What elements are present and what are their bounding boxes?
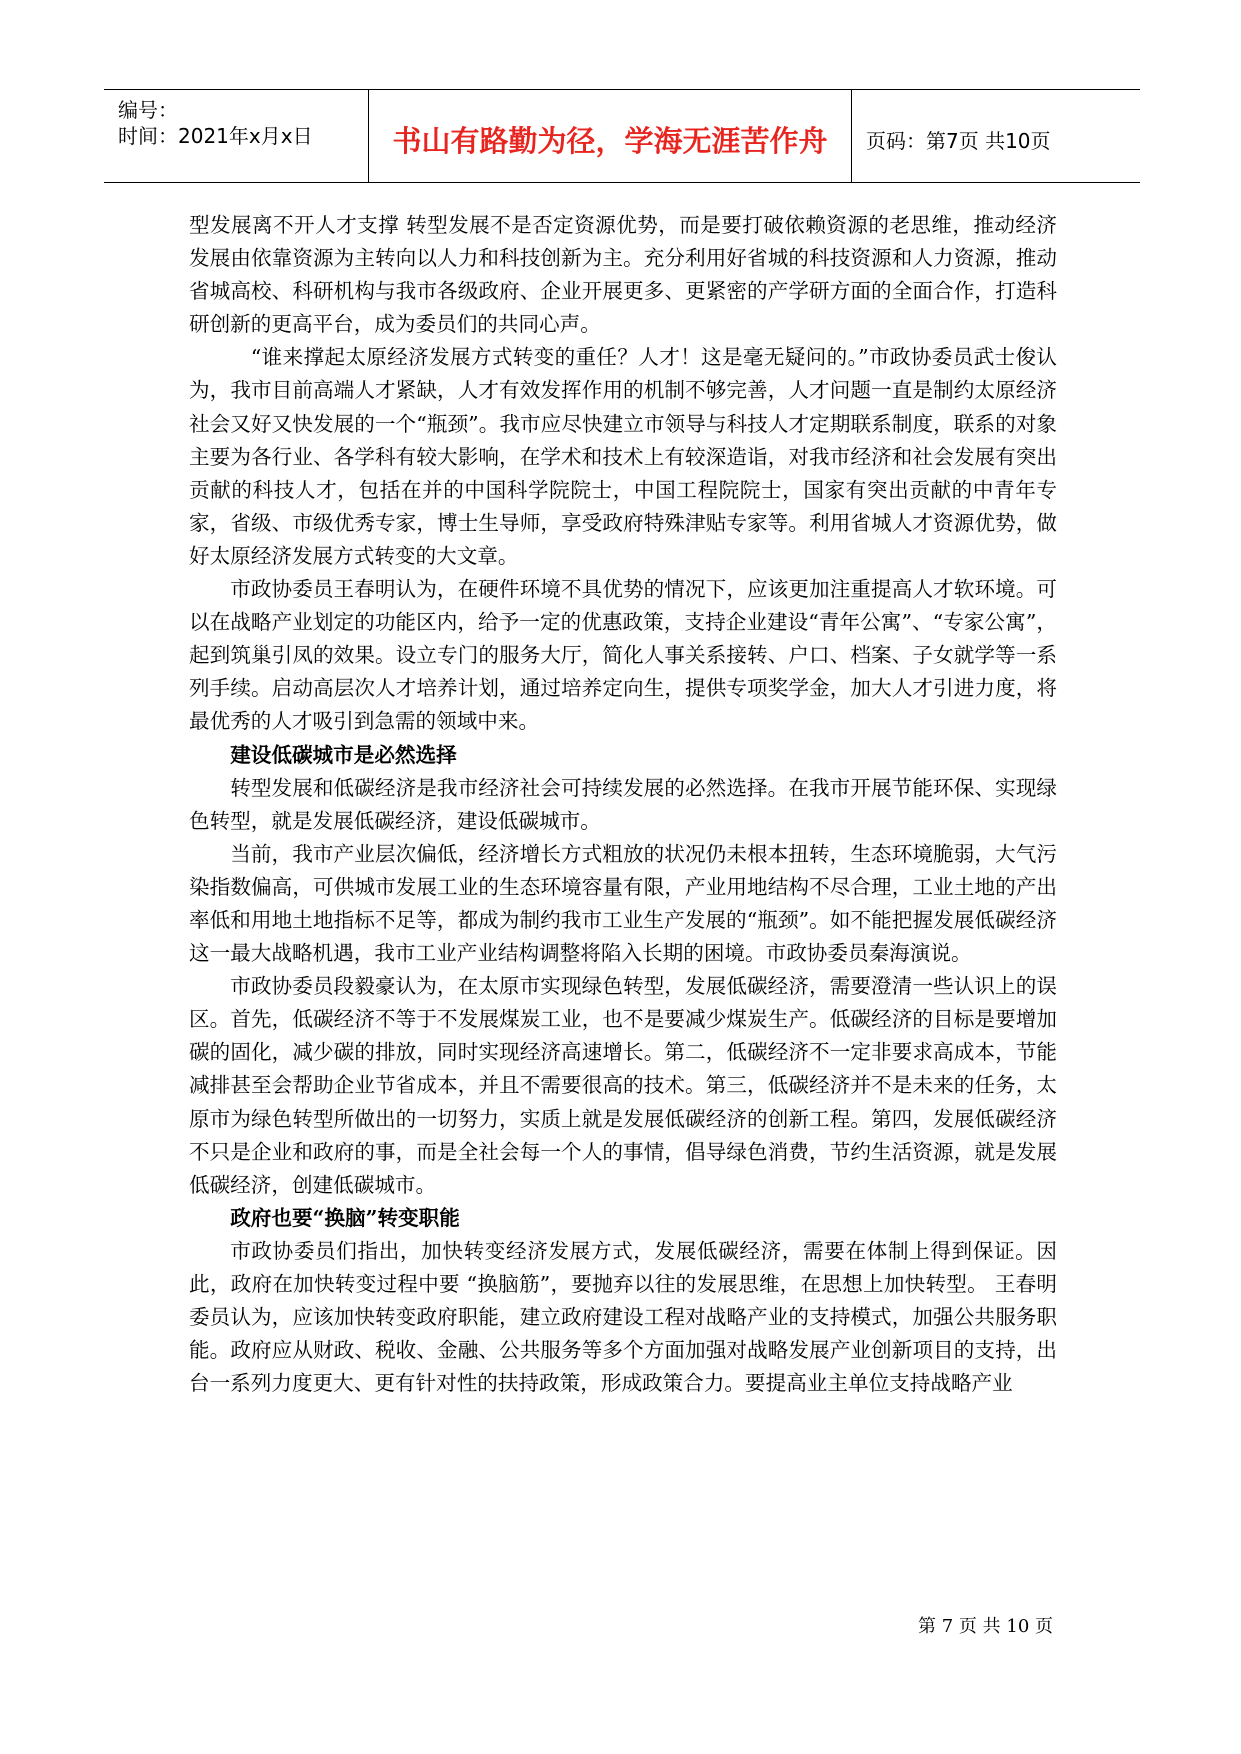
page-header [104, 89, 1140, 183]
section-heading: 政府也要“换脑”转变职能 [230, 1205, 460, 1230]
paragraph: 转型发展和低碳经济是我市经济社会可持续发展的必然选择。在我市开展节能环保、实现绿色转型，就是发展低碳经济，建设低碳城市。 [189, 775, 1057, 833]
paragraph: “谁来撑起太原经济发展方式转变的重任？人才！这是毫无疑问的。”市政协委员武士俊认为，我市目前高端人才紧缺，人才有效发挥作用的机制不够完善，人才问题一直是制约太原经济社会又好又快发展的一个“瓶颈”。我市应尽快建立市领导与科技人才定期联系制度，联系的对象主要为各行业、各学科有较大影响，在学术和技术上有较深造诣，对我市经济和社会发展有突出贡献的科技人才，包括在并的中国科学院院士，中国工程院院士，国家有突出贡献的中青年专家，省级、市级优秀专家，博士生导师，享受政府特殊津贴专家等。利用省城人才资源优势，做好太原经济发展方式转变的大文章。 [189, 345, 1057, 568]
section-heading: 建设低碳城市是必然选择 [230, 742, 457, 767]
header-motto: 书山有路勤为径，学海无涯苦作舟 [368, 90, 852, 182]
paragraph: 型发展离不开人才支撑 转型发展不是否定资源优势，而是要打破依赖资源的老思维，推动经济发展由依靠资源为主转向以人力和科技创新为主。充分利用好省城的科技资源和人力资源，推动省城高校、科研机构与我市各级政府、企业开展更多、更紧密的产学研方面的全面合作，打造科研创新的更高平台，成为委员们的共同心声。 [189, 213, 1057, 337]
paragraph: 市政协委员王春明认为，在硬件环境不具优势的情况下，应该更加注重提高人才软环境。可以在战略产业划定的功能区内，给予一定的优惠政策，支持企业建设“青年公寓”、“专家公寓”，起到筑巢引凤的效果。设立专门的服务大厅，简化人事关系接转、户口、档案、子女就学等一系列手续。启动高层次人才培养计划，通过培养定向生，提供专项奖学金，加大人才引进力度，将最优秀的人才吸引到急需的领域中来。 [189, 577, 1057, 734]
document-body [189, 209, 1057, 1400]
time-label: 时间：2021年x月x日 [118, 124, 313, 148]
header-info-cell [104, 90, 368, 182]
paragraph: 当前，我市产业层次偏低，经济增长方式粗放的状况仍未根本扭转，生态环境脆弱，大气污染指数偏高，可供城市发展工业的生态环境容量有限，产业用地结构不尽合理，工业土地的产出率低和用地土地指标不足等，都成为制约我市工业生产发展的“瓶颈”。如不能把握发展低碳经济这一最大战略机遇，我市工业产业结构调整将陷入长期的困境。市政协委员秦海演说。 [189, 841, 1057, 966]
paragraph: 市政协委员段毅豪认为，在太原市实现绿色转型，发展低碳经济，需要澄清一些认识上的误区。首先，低碳经济不等于不发展煤炭工业，也不是要减少煤炭生产。低碳经济的目标是要增加碳的固化，减少碳的排放，同时实现经济高速增长。第二，低碳经济不一定非要求高成本，节能减排甚至会帮助企业节省成本，并且不需要很高的技术。第三，低碳经济并不是未来的任务，太原市为绿色转型所做出的一切努力，实质上就是发展低碳经济的创新工程。第四，发展低碳经济不只是企业和政府的事，而是全社会每一个人的事情，倡导绿色消费，节约生活资源，就是发展低碳经济，创建低碳城市。 [189, 974, 1057, 1197]
page-footer: 第 7 页 共 10 页 [918, 1616, 1053, 1637]
header-page-code: 页码：第7页 共10页 [866, 128, 1051, 153]
number-label: 编号： [118, 98, 178, 122]
paragraph: 市政协委员们指出，加快转变经济发展方式，发展低碳经济，需要在体制上得到保证。因此，政府在加快转变过程中要 “换脑筋”，要抛弃以往的发展思维，在思想上加快转型。 王春明委员认为，应该加快转变政府职能，建立政府建设工程对战略产业的支持模式，加强公共服务职能。政府应从财政、税收、金融、公共服务等多个方面加强对战略发展产业创新项目的支持，出台一系列力度更大、更有针对性的扶持政策，形成政策合力。要提高业主单位支持战略产业 [189, 1238, 1057, 1396]
